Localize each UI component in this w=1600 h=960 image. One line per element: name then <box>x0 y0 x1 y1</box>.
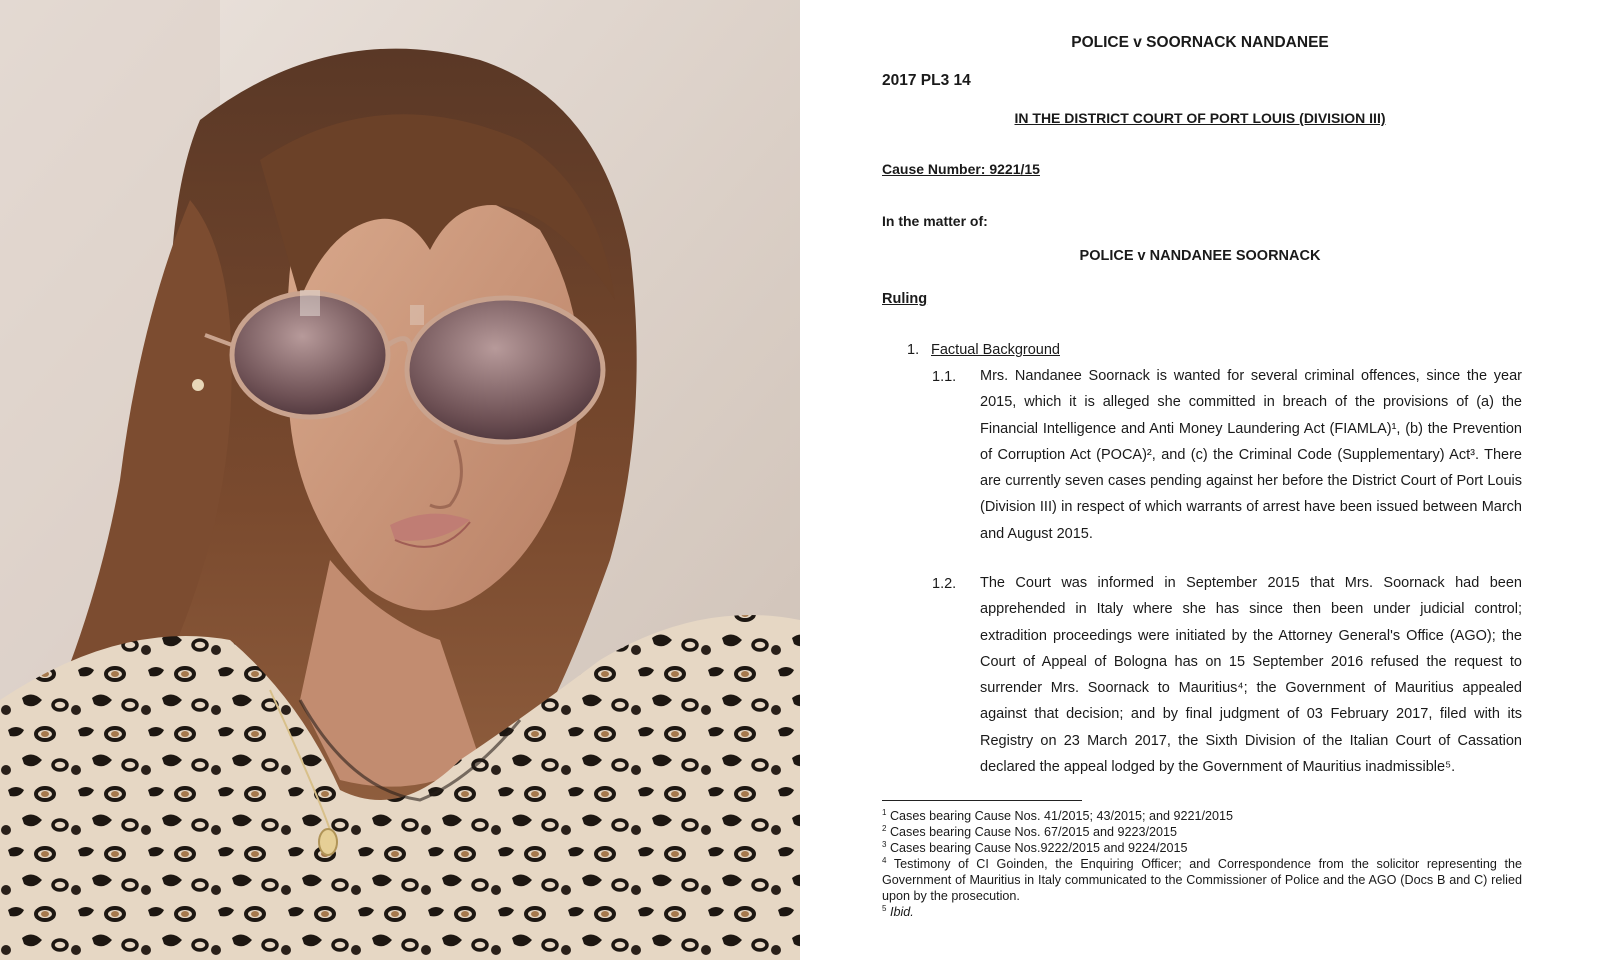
parties-heading: POLICE v NANDANEE SOORNACK <box>1079 248 1321 264</box>
footnote: $^1$ Cases bearing Cause Nos. 41/2015; 43/2015; and 9221/2015 <box>882 807 1234 823</box>
ruling-heading: Ruling <box>882 291 928 307</box>
footnote: $^4$ Testimony of CI Goinden, the Enquiring Officer; and Correspondence from the solicitor representing the Government of Mauritius in Italy communicated to the Commissioner of Police and the AGO (Docs B and C) relied upon by the prosecution. <box>882 855 1522 903</box>
cause-number: Cause Number: 9221/15 <box>882 161 1040 177</box>
footnotes <box>882 808 1522 920</box>
case-citation: 2017 PL3 14 <box>882 72 971 89</box>
paragraph-text: The Court was informed in September 2015 that Mrs. Soornack had been apprehended in Italy where she has since then been under judicial control; extradition proceedings were initiated by the Attorney General's Office (AGO); the Court of Appeal of Bologna has on 15 September 2016 refused the request to surrender Mrs. Soornack to Mauritius⁴; the Government of Mauritius appealed against that decision; and by final judgment of 03 February 2017, filed with its Registry on 23 March 2017, the Sixth Division of the Italian Court of Cassation declared the appeal lodged by the Government of Mauritius inadmissible⁵. <box>980 575 1522 776</box>
section-title: Factual Background <box>931 342 1060 358</box>
paragraph-number: 1.1. <box>932 369 957 385</box>
footnote: $^5$ Ibid. <box>882 903 914 919</box>
matter-label: In the matter of: <box>882 213 988 229</box>
footnote: $^3$ Cases bearing Cause Nos.9222/2015 and 9224/2015 <box>882 839 1188 855</box>
court-ruling-document <box>800 0 1600 960</box>
court-name: IN THE DISTRICT COURT OF PORT LOUIS (DIVISION III) <box>1014 110 1386 126</box>
document-title: POLICE v SOORNACK NANDANEE <box>1071 34 1329 51</box>
paragraph-text: Mrs. Nandanee Soornack is wanted for several criminal offences, since the year 2015, which it is alleged she committed in breach of the provisions of (a) the Financial Intelligence and Anti Money Laundering Act (FIAMLA)¹, (b) the Prevention of Corruption Act (POCA)², and (c) the Criminal Code (Supplementary) Act³. There are currently seven cases pending against her before the District Court of Port Louis (Division III) in respect of which warrants of arrest have been issued between March and August 2015. <box>980 368 1522 542</box>
paragraph-number: 1.2. <box>932 576 957 592</box>
footnote-divider <box>882 800 1082 801</box>
section-number: 1. <box>907 342 920 358</box>
footnote: $^2$ Cases bearing Cause Nos. 67/2015 and 9223/2015 <box>882 823 1178 839</box>
